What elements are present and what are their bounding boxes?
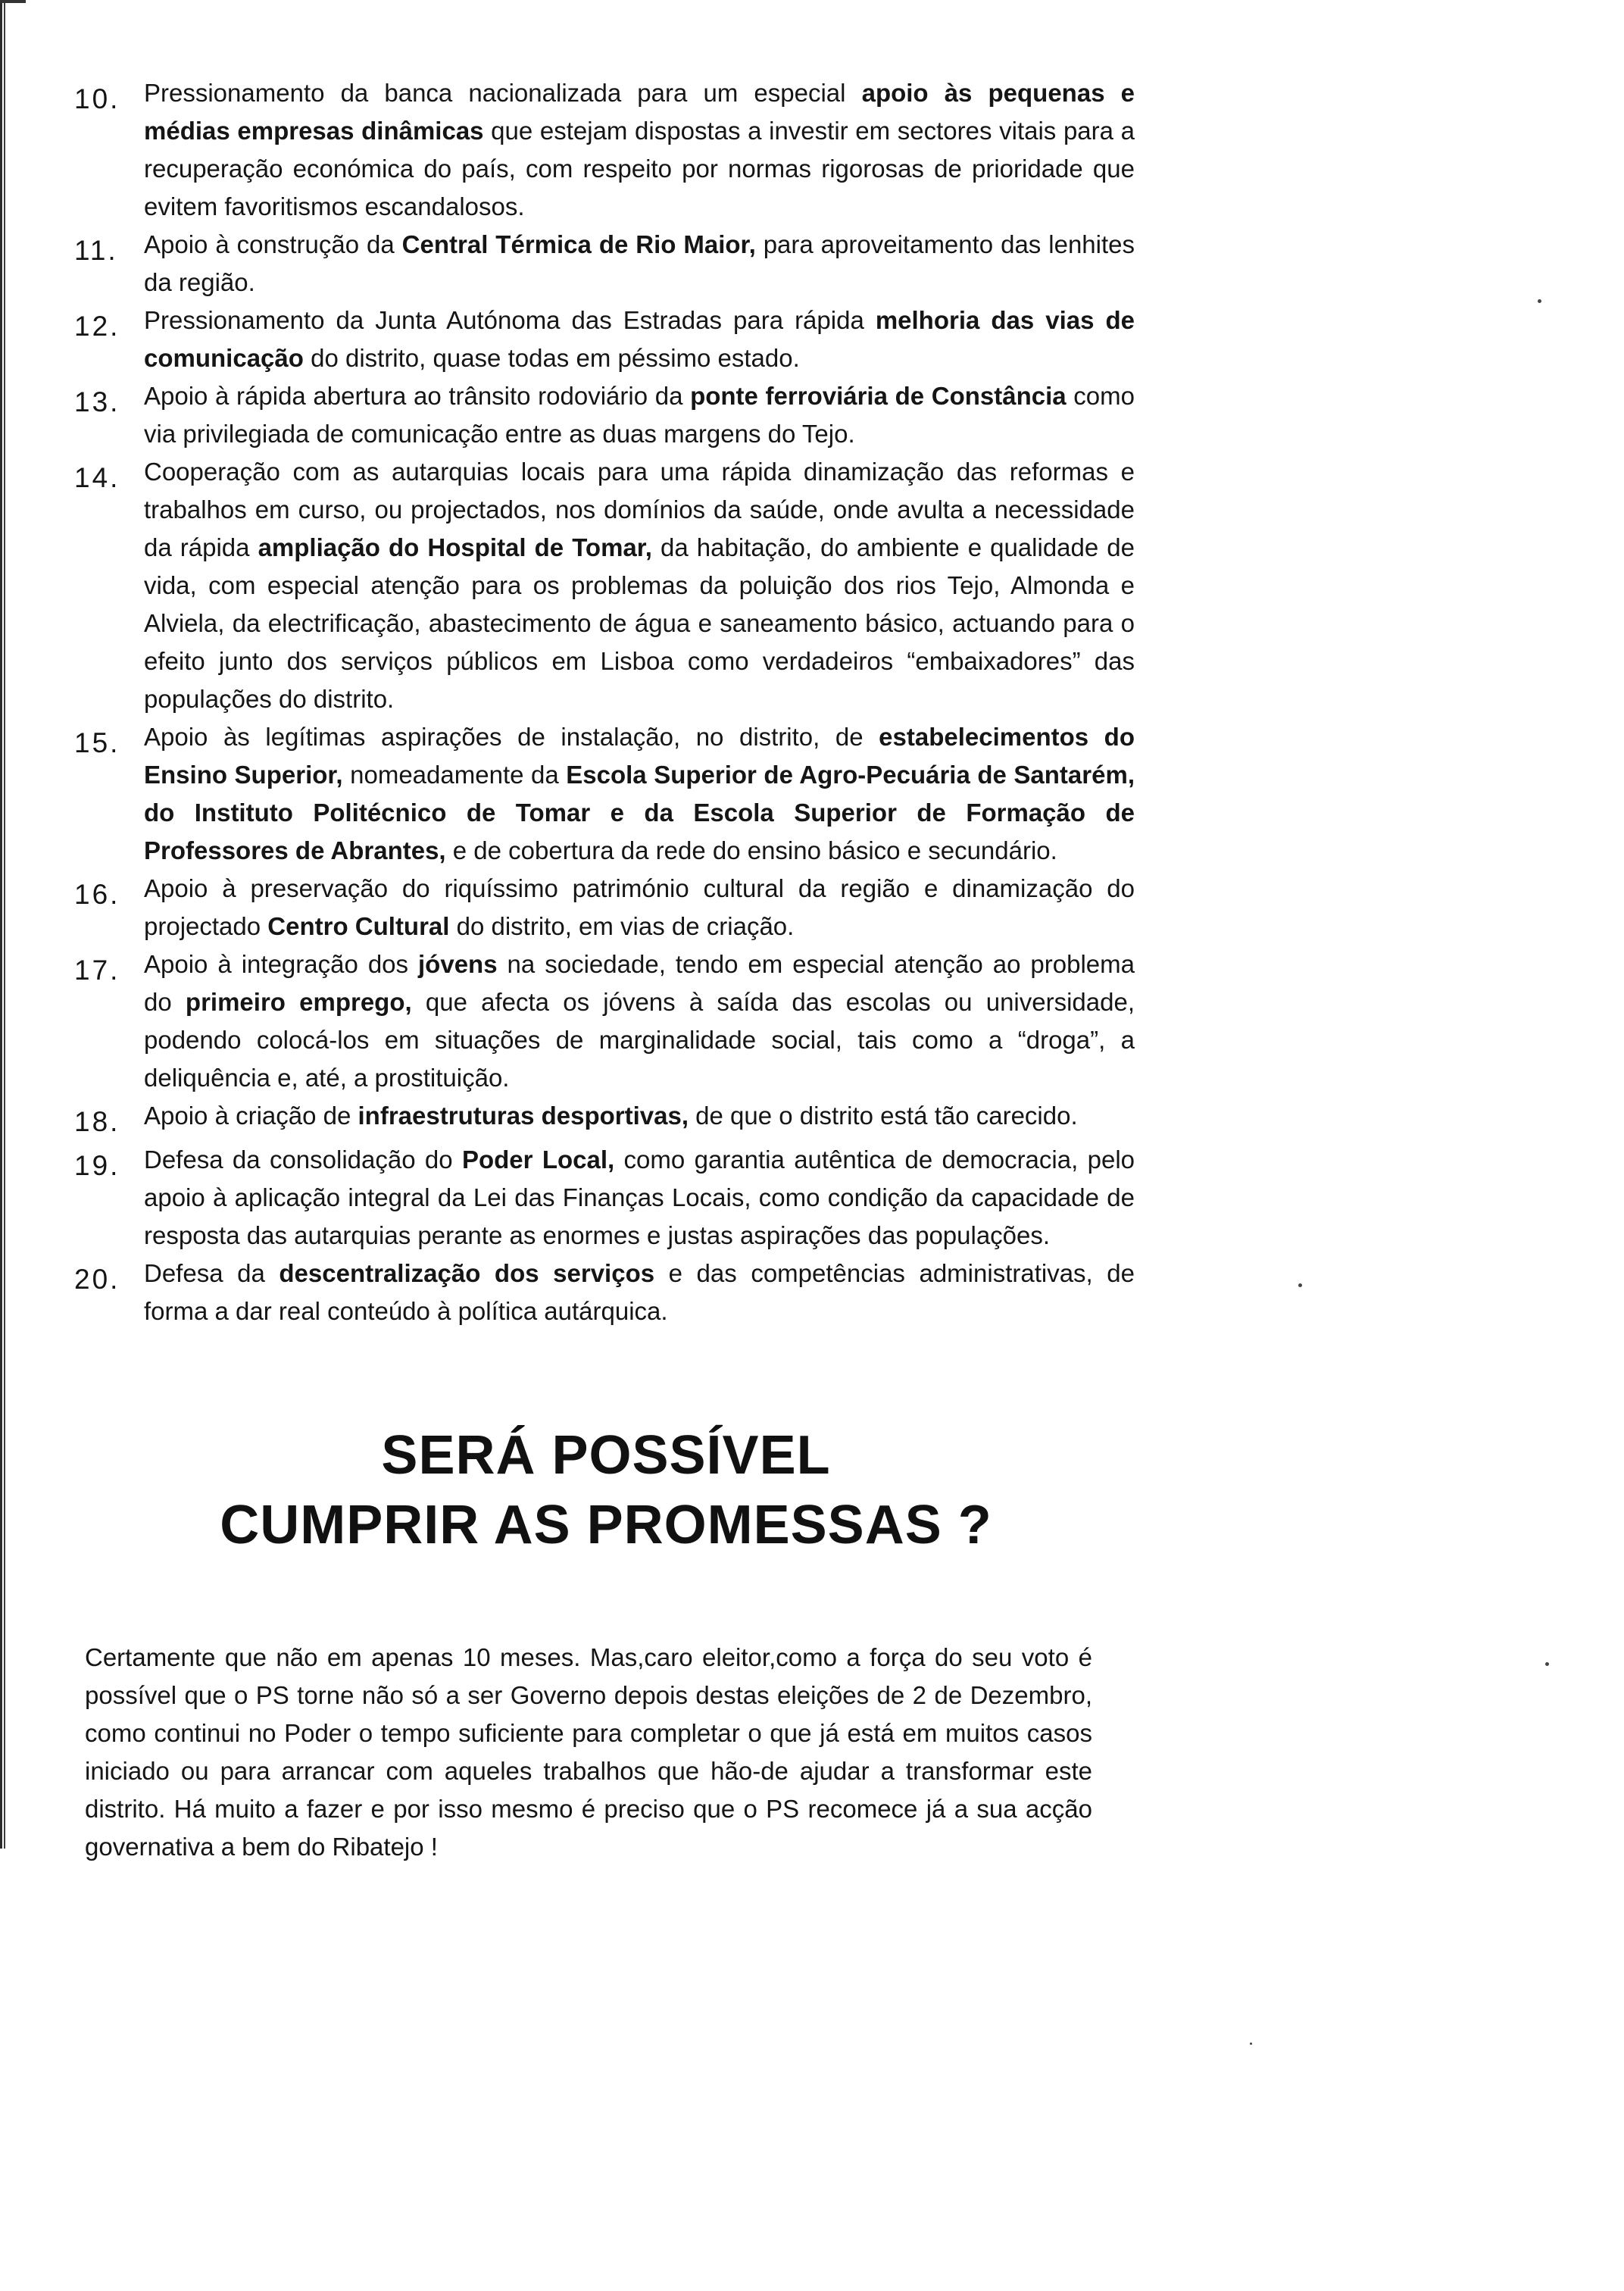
- item-text: [144, 718, 1135, 870]
- text-segment: Pressionamento da Junta Autónoma das Estradas para rápida: [144, 306, 876, 334]
- bold-phrase: jóvens: [418, 950, 498, 978]
- text-segment: como garantia autêntica de democracia, pelo apoio à aplicação integral da Lei das Finanças Locais, como condição da capacidade de resposta das autarquias perante as enormes e justas aspirações das populações.: [144, 1146, 1135, 1249]
- item-text: [144, 870, 1135, 945]
- bold-phrase: Centro Cultural: [267, 912, 450, 940]
- text-segment: Pressionamento da banca nacionalizada para um especial: [144, 79, 862, 107]
- scan-left-edge: [0, 0, 6, 1849]
- scan-speck: [1538, 299, 1541, 303]
- item-number: 11.: [74, 235, 118, 266]
- item-text: [144, 945, 1135, 1097]
- bold-phrase: melhoria das vias de comunicação: [144, 306, 1135, 372]
- bold-phrase: ponte ferroviária de Constância: [690, 382, 1067, 410]
- item-text: [144, 226, 1135, 302]
- item-text: [144, 453, 1135, 718]
- text-segment: Defesa da consolidação do: [144, 1146, 462, 1174]
- bold-phrase: Poder Local,: [461, 1146, 615, 1174]
- text-segment: para aproveitamento das lenhites da região.: [144, 230, 1135, 296]
- bold-phrase: ampliação do Hospital de Tomar,: [258, 533, 652, 561]
- list-item: [74, 226, 1135, 302]
- text-segment: Apoio à rápida abertura ao trânsito rodoviário da: [144, 382, 691, 410]
- list-item: [74, 302, 1135, 377]
- scan-speck: [1298, 1283, 1302, 1287]
- text-segment: Defesa da: [144, 1259, 280, 1287]
- scan-top-mark: [0, 0, 26, 3]
- item-number: 19.: [74, 1150, 120, 1181]
- item-number: 10.: [74, 83, 120, 114]
- bold-phrase: Central Térmica de Rio Maior,: [401, 230, 756, 258]
- text-segment: Apoio à preservação do riquíssimo património cultural da região e dinamização do projectado: [144, 874, 1135, 940]
- closing-paragraph: Certamente que não em apenas 10 meses. Mas,caro eleitor,como a força do seu voto é possível que o PS torne não só a ser Governo depois destas eleições de 2 de Dezembro, como continui no Poder o tempo suficiente para completar o que já está em muitos casos iniciado ou para arrancar com aqueles trabalhos que hão-de ajudar a transformar este distrito. Há muito a fazer e por isso mesmo é preciso que o PS recomece já a sua acção governativa a bem do Ribatejo !: [85, 1643, 1092, 1861]
- text-segment: Apoio à construção da: [144, 230, 402, 258]
- text-segment: do distrito, quase todas em péssimo estado.: [303, 344, 800, 372]
- item-text: [144, 302, 1135, 377]
- list-item: [74, 870, 1135, 945]
- heading-line-1: SERÁ POSSÍVEL: [381, 1425, 831, 1486]
- item-number: 16.: [74, 879, 120, 910]
- scan-speck: [1250, 2043, 1252, 2045]
- page-heading: [151, 1421, 1060, 1560]
- text-segment: que estejam dispostas a investir em sectores vitais para a recuperação económica do país, com respeito por normas rigorosas de prioridade que evitem favoritismos escandalosos.: [144, 117, 1135, 220]
- proposal-list: [74, 74, 1135, 1330]
- item-number: 12.: [74, 311, 120, 342]
- text-segment: Apoio à integração dos: [144, 950, 419, 978]
- text-segment: que afecta os jóvens à saída das escolas ou universidade, podendo colocá-los em situações de marginalidade social, tais como a “droga”, a deliquência e, até, a prostituição.: [144, 988, 1135, 1092]
- item-text: [144, 1097, 1135, 1135]
- bold-phrase: apoio às pequenas e médias empresas dinâmicas: [144, 79, 1135, 145]
- list-item: [74, 453, 1135, 718]
- item-text: [144, 1141, 1135, 1255]
- text-segment: Apoio às legítimas aspirações de instalação, no distrito, de: [144, 723, 879, 751]
- item-number: 15.: [74, 727, 120, 758]
- text-segment: Cooperação com as autarquias locais para uma rápida dinamização das reformas e trabalhos em curso, ou projectados, nos domínios da saúde, onde avulta a necessidade da rápida: [144, 458, 1135, 561]
- bold-phrase: descentralização dos serviços: [279, 1259, 655, 1287]
- list-item: [74, 1255, 1135, 1330]
- item-number: 20.: [74, 1264, 120, 1295]
- list-item: [74, 1141, 1135, 1255]
- heading-line-2: CUMPRIR AS PROMESSAS ?: [220, 1495, 992, 1555]
- item-number: 18.: [74, 1106, 120, 1137]
- list-item: [74, 718, 1135, 870]
- scan-speck: [1545, 1662, 1549, 1666]
- text-segment: como via privilegiada de comunicação entre as duas margens do Tejo.: [144, 382, 1135, 448]
- text-segment: e de cobertura da rede do ensino básico e secundário.: [445, 836, 1057, 864]
- item-number: 17.: [74, 955, 120, 986]
- bold-phrase: primeiro emprego,: [185, 988, 412, 1016]
- text-segment: Apoio à criação de: [144, 1102, 358, 1130]
- text-segment: e das competências administrativas, de forma a dar real conteúdo à política autárquica.: [144, 1259, 1135, 1325]
- bold-phrase: infraestruturas desportivas,: [358, 1102, 689, 1130]
- item-text: [144, 377, 1135, 453]
- item-number: 13.: [74, 386, 120, 417]
- list-item: [74, 945, 1135, 1097]
- bold-phrase: estabelecimentos do Ensino Superior,: [144, 723, 1135, 789]
- item-number: 14.: [74, 462, 120, 493]
- item-text: [144, 74, 1135, 226]
- list-item: [74, 74, 1135, 226]
- list-item: [74, 1097, 1135, 1141]
- text-segment: do distrito, em vias de criação.: [449, 912, 795, 940]
- text-segment: de que o distrito está tão carecido.: [689, 1102, 1078, 1130]
- text-segment: da habitação, do ambiente e qualidade de vida, com especial atenção para os problemas da poluição dos rios Tejo, Almonda e Alviela, da electrificação, abastecimento de água e saneamento básico, actuando para o efeito junto dos serviços públicos em Lisboa como verdadeiros “embaixadores” das populações do distrito.: [144, 533, 1135, 713]
- item-text: [144, 1255, 1135, 1330]
- list-item: [74, 377, 1135, 453]
- bold-phrase: Escola Superior de Agro-Pecuária de Santarém, do Instituto Politécnico de Tomar e da Escola Superior de Formação de Professores de Abrantes,: [144, 761, 1135, 864]
- text-segment: nomeadamente da: [342, 761, 567, 789]
- text-segment: na sociedade, tendo em especial atenção ao problema do: [144, 950, 1135, 1016]
